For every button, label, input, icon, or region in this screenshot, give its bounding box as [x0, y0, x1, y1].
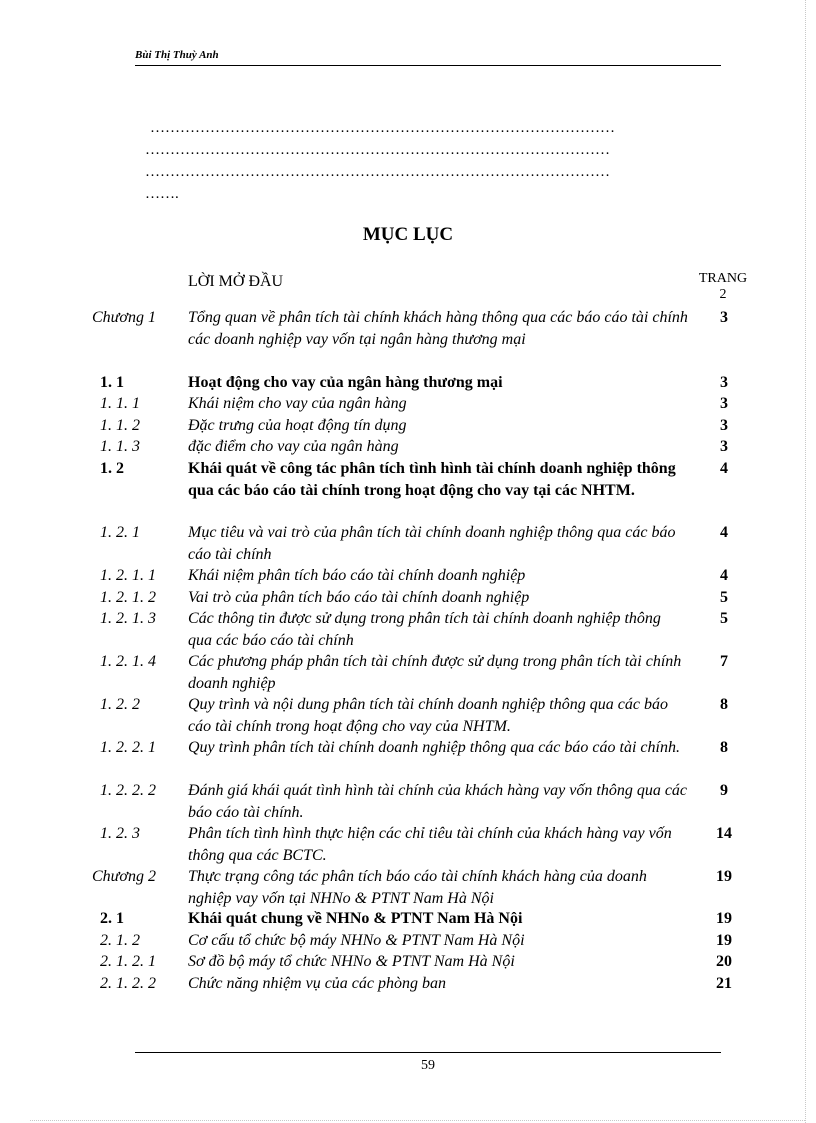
intro-label: LỜI MỞ ĐẦU	[188, 273, 284, 290]
toc-entry-number: 2. 1	[100, 910, 124, 927]
toc-entry-page: 4	[720, 524, 728, 541]
toc-entry-number: Chương 1	[92, 309, 156, 326]
toc-entry-number: 1. 2	[100, 460, 124, 477]
toc-entry-text: Sơ đồ bộ máy tổ chức NHNo & PTNT Nam Hà Nội	[188, 953, 515, 970]
toc-entry-text: Các thông tin được sử dụng trong phân tích tài chính doanh nghiệp thông qua các báo cáo tài chính	[188, 610, 661, 649]
toc-entry-text: Khái quát chung về NHNo & PTNT Nam Hà Nội	[188, 910, 523, 927]
toc-entry-text: Chức năng nhiệm vụ của các phòng ban	[188, 975, 447, 992]
page-bottom-dotted-border	[30, 1120, 805, 1121]
page-column-header	[690, 271, 756, 303]
toc-entry-text: Khái niệm phân tích báo cáo tài chính doanh nghiệp	[188, 567, 526, 584]
toc-entry-text: Các phương pháp phân tích tài chính được sử dụng trong phân tích tài chính doanh nghiệp	[188, 653, 682, 692]
page-column-label: TRANG	[698, 271, 748, 286]
toc-title: MỤC LỤC	[362, 224, 454, 245]
intro-page: 2	[719, 287, 727, 302]
page-number: 59	[421, 1058, 435, 1073]
toc-entry-number: 1. 2. 2. 1	[100, 739, 156, 756]
toc-entry-number: 2. 1. 2. 1	[100, 953, 156, 970]
toc-entry-page: 9	[720, 782, 728, 799]
toc-entry-number: 1. 2. 3	[100, 825, 140, 842]
toc-entry-text: Hoạt động cho vay của ngân hàng thương mại	[188, 374, 503, 391]
header-author: Bùi Thị Thuỳ Anh	[135, 49, 219, 61]
toc-entry-number: 1. 2. 2. 2	[100, 782, 156, 799]
toc-entry-text: Đánh giá khái quát tình hình tài chính của khách hàng vay vốn thông qua các báo cáo tài chính.	[188, 782, 688, 821]
toc-entry-text: Khái quát về công tác phân tích tình hình tài chính doanh nghiệp thông qua các báo cáo tài chính trong hoạt động cho vay tại các NHTM.	[188, 460, 676, 499]
toc-entry-page: 5	[720, 610, 728, 627]
dotted-line-2: …………………………………………………………………………………	[145, 142, 610, 158]
toc-entry-text: đặc điểm cho vay của ngân hàng	[188, 438, 399, 455]
toc-entry-text: Phân tích tình hình thực hiện các chỉ tiêu tài chính của khách hàng vay vốn thông qua các BCTC.	[188, 825, 672, 864]
toc-entry-page: 14	[716, 825, 732, 842]
toc-entry-page: 8	[720, 696, 728, 713]
toc-entry-number: 2. 1. 2	[100, 932, 140, 949]
toc-entry-number: 2. 1. 2. 2	[100, 975, 156, 992]
toc-entry-page: 4	[720, 567, 728, 584]
toc-entry-number: 1. 2. 1. 4	[100, 653, 156, 670]
toc-entry-number: 1. 1. 1	[100, 395, 140, 412]
toc-entry-page: 3	[720, 309, 728, 326]
toc-entry-text: Cơ cấu tổ chức bộ máy NHNo & PTNT Nam Hà Nội	[188, 932, 525, 949]
toc-entry-number: 1. 1. 3	[100, 438, 140, 455]
toc-entry-number: 1. 1. 2	[100, 417, 140, 434]
toc-entry-number: Chương 2	[92, 868, 156, 885]
toc-entry-number: 1. 2. 1. 1	[100, 567, 156, 584]
toc-entry-page: 4	[720, 460, 728, 477]
footer-rule	[135, 1052, 721, 1053]
toc-entry-page: 3	[720, 438, 728, 455]
toc-entry-number: 1. 2. 2	[100, 696, 140, 713]
toc-entry-page: 19	[716, 868, 732, 885]
toc-entry-text: Đặc trưng của hoạt động tín dụng	[188, 417, 407, 434]
toc-entry-number: 1. 1	[100, 374, 124, 391]
toc-entry-page: 3	[720, 395, 728, 412]
toc-entry-number: 1. 2. 1. 3	[100, 610, 156, 627]
toc-entry-page: 3	[720, 374, 728, 391]
toc-entry-page: 3	[720, 417, 728, 434]
toc-entry-text: Khái niệm cho vay của ngân hàng	[188, 395, 407, 412]
toc-entry-text: Vai trò của phân tích báo cáo tài chính doanh nghiệp	[188, 589, 530, 606]
toc-entry-page: 8	[720, 739, 728, 756]
dotted-line-3: …………………………………………………………………………………	[145, 164, 610, 180]
toc-entry-number: 1. 2. 1. 2	[100, 589, 156, 606]
toc-entry-page: 19	[716, 932, 732, 949]
toc-entry-page: 21	[716, 975, 732, 992]
toc-entry-number: 1. 2. 1	[100, 524, 140, 541]
toc-entry-text: Thực trạng công tác phân tích báo cáo tài chính khách hàng của doanh nghiệp vay vốn tại NHNo & PTNT Nam Hà Nội	[188, 868, 647, 907]
page-edge-dotted-border	[805, 0, 807, 1123]
toc-entry-text: Tổng quan về phân tích tài chính khách hàng thông qua các báo cáo tài chính các doanh nghiệp vay vốn tại ngân hàng thương mại	[188, 309, 688, 348]
toc-entry-page: 5	[720, 589, 728, 606]
toc-entry-page: 20	[716, 953, 732, 970]
toc-entry-text: Mục tiêu và vai trò của phân tích tài chính doanh nghiệp thông qua các báo cáo tài chính	[188, 524, 676, 563]
toc-entry-text: Quy trình và nội dung phân tích tài chính doanh nghiệp thông qua các báo cáo tài chính trong hoạt động cho vay của NHTM.	[188, 696, 668, 735]
header-rule	[135, 65, 721, 66]
dotted-line-1: …………………………………………………………………………………	[150, 120, 615, 136]
toc-entry-text: Quy trình phân tích tài chính doanh nghiệp thông qua các báo cáo tài chính.	[188, 739, 680, 756]
toc-entry-page: 7	[720, 653, 728, 670]
toc-entry-page: 19	[716, 910, 732, 927]
dotted-line-4: …….	[145, 186, 179, 202]
